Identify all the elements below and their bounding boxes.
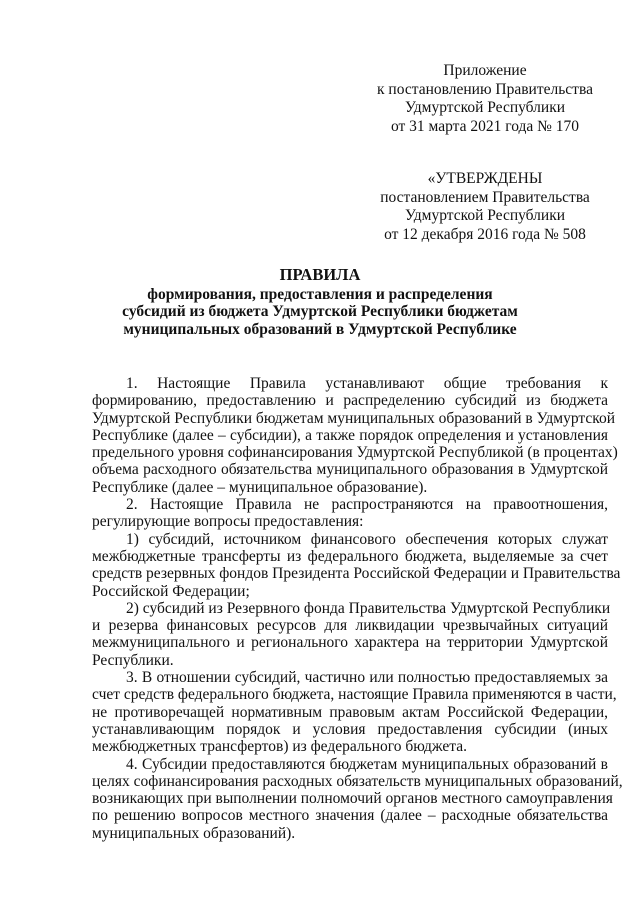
paragraph-line: и резерва финансовых ресурсов для ликвидации чрезвычайных ситуаций [92,617,608,635]
appendix-line: к постановлению Правительства [377,80,593,98]
paragraph-line: 1. Настоящие Правила устанавливают общие требования к [126,375,608,392]
paragraph-line: Республики. [92,651,174,669]
paragraph-line: 2. Настоящие Правила не распространяются на правоотношения, [126,496,608,514]
paragraph [92,755,623,842]
appendix-line: от 31 марта 2021 года № 170 [390,117,580,135]
title-heading: ПРАВИЛА [279,265,361,284]
document-body [92,375,623,842]
appendix-line: Удмуртской Республики [404,99,566,116]
paragraph-line: целях софинансирования расходных обязательств муниципальных образований, [92,772,623,790]
paragraph-line: предельного уровня софинансирования Удмуртской Республикой (в процентах) [92,444,618,462]
paragraph-line: 4. Субсидии предоставляются бюджетам муниципальных образований в [126,755,608,773]
paragraph-line: межбюджетных трансфертов) из федерального бюджета. [92,738,468,756]
paragraph-line: возникающих при выполнении полномочий органов местного самоуправления [92,790,613,808]
title-line: субсидий из бюджета Удмуртской Республики бюджетам [122,303,518,320]
document-title [20,266,620,338]
paragraph [92,496,608,531]
paragraph-line: межбюджетные трансферты из федерального бюджета, выделяемые за счет [92,547,608,565]
approval-line: от 12 декабря 2016 года № 508 [384,225,586,243]
approval-line: постановлением Правительства [380,188,590,206]
paragraph-line: по решению вопросов местного значения (далее – расходные обязательства [92,807,608,825]
paragraph-line: объема расходного обязательства муниципального образования в Удмуртской [92,461,608,479]
paragraph-line: не противоречащей нормативным правовым актам Российской Федерации, [92,703,608,721]
paragraph-line: Удмуртской Республики бюджетам муниципальных образований в Удмуртской [92,409,616,427]
approval-line: Удмуртской Республики [404,207,566,224]
paragraph-line: счет средств федерального бюджета, настоящие Правила применяются в части, [92,686,617,704]
paragraph [92,530,621,600]
paragraph [92,375,618,496]
paragraph-line: регулирующие вопросы предоставления: [92,513,364,531]
title-line: формирования, предоставления и распределения [147,285,493,303]
paragraph-line: Республике (далее – муниципальное образование). [92,478,428,496]
paragraph-line: Российской Федерации; [92,582,250,600]
paragraph-line: 1) субсидий, источником финансового обеспечения которых служат [126,530,608,548]
paragraph-line: межмуниципального и регионального характера на территории Удмуртской [92,634,608,652]
approval-stamp [360,170,610,244]
appendix-header [360,62,610,136]
paragraph-line: средств резервных фондов Президента Российской Федерации и Правительства [92,565,621,583]
paragraph [92,669,617,756]
title-line: муниципальных образований в Удмуртской Республике [123,320,517,338]
paragraph-line: Республике (далее – субсидии), а также порядок определения и установления [92,426,608,444]
paragraph-line: муниципальных образований). [92,824,296,842]
paragraph [92,599,611,669]
paragraph-line: 3. В отношении субсидий, частично или полностью предоставляемых за [126,669,608,687]
paragraph-line: формированию, предоставлению и распределению субсидий из бюджета [92,392,608,410]
paragraph-line: устанавливающим порядок и условия предоставления субсидии (иных [92,720,608,738]
appendix-line: Приложение [443,62,527,79]
approval-line: «УТВЕРЖДЕНЫ [427,170,543,187]
paragraph-line: 2) субсидий из Резервного фонда Правительства Удмуртской Республики [126,599,611,617]
